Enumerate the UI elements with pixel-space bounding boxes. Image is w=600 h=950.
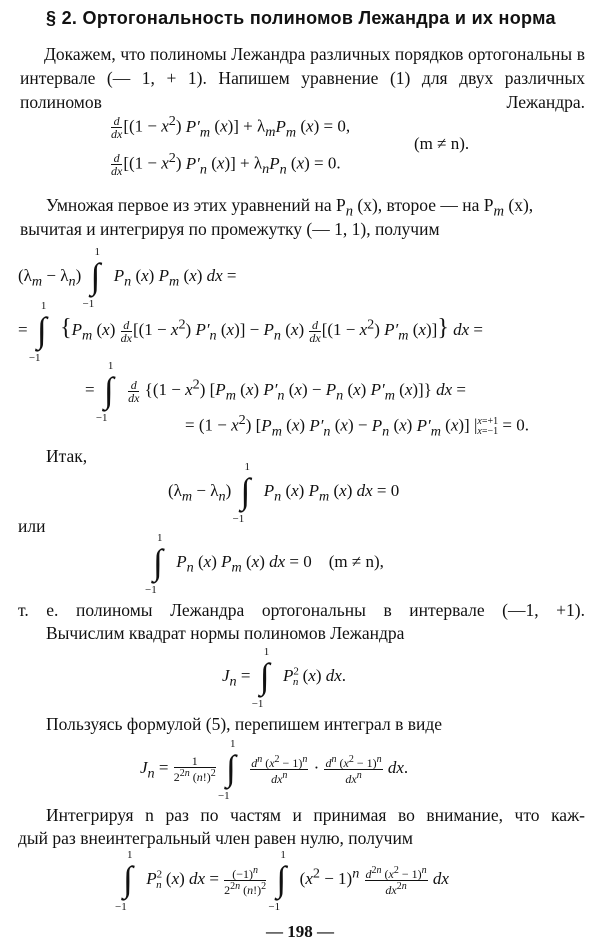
- norm-intro: Вычислим квадрат нормы полиномов Лежандра: [46, 623, 405, 643]
- orthogonality-equation: 1 ∫ −1 $P_n$ (x) $P_m$ (x) dx = 0 (m ≠ n),: [145, 532, 384, 596]
- formula-5-paragraph: Пользуясь формулой (5), перепишем интеграл в виде: [46, 714, 443, 734]
- legendre-equation-n: $\frac{d}{dx}$ [$(1 - x^2)$ $P'_n$ $(x)] + \lambda_nP_n$ (x) = 0.: [111, 150, 341, 179]
- condition-m-neq-n: (m ≠ n).: [414, 134, 470, 153]
- norm-rodrigues-equation: $J_n$ = $\frac{1}{2^{2n} (n!)^2}$ 1 ∫ −1 $\frac{d^n (x^2 - 1)^n}{dx^n}$ · $\frac{d^n (x^2 - 1)^n}{dx^n}$ dx.: [140, 738, 409, 802]
- eigen-difference-equation: $(\lambda_m - \lambda_n)$ 1 ∫ −1 $P_n$ (x) $P_m$ (x) dx = 0: [168, 461, 400, 525]
- intro-paragraph: Докажем, что полиномы Лежандра различных порядков ортогональны в интервале (— 1, + 1). Напишем уравнение (1) для двух различных полиномов Лежандра.: [20, 44, 585, 112]
- final-norm-equation: 1 ∫ −1 $P^2_n$ (x) dx = $\frac{(-1)^n}{2^{2n} (n!)^2}$ 1 ∫ −1 $(x^2 - 1)^n$ $\frac{d^{2n} (x^2 - 1)^n}{dx^{2n}}$ dx: [115, 849, 449, 913]
- derivation-line-4: = $(1 - x^2)$ [$P_m$ (x) $P'_n$ $(x) - P_n$ (x) $P'_m$ (x)] |x=+1 x=−1 = 0.: [185, 412, 529, 440]
- multiply-paragraph-line1: Умножая первое из этих уравнений на $P_n$ (x), второе — на $P_m$ (x),: [46, 195, 534, 220]
- orthogonal-conclusion: т. е. полиномы Лежандра ортогональны в интервале (—1, +1).: [18, 600, 585, 620]
- legendre-equation-m: $\frac{d}{dx}$ [$(1 - x^2)$ $P'_m$ $(x)] + \lambda_mP_m$ (x) = 0,: [111, 113, 351, 142]
- integration-by-parts-line1: Интегрируя n раз по частям и принимая во внимание, что каж-: [46, 805, 585, 825]
- itak-text: Итак,: [46, 446, 88, 466]
- derivation-line-1: $(\lambda_m - \lambda_n)$ 1 ∫ −1 $P_n$ (x) $P_m$ (x) dx =: [18, 246, 237, 310]
- derivation-line-3: = 1 ∫ −1 $\frac{d}{dx}$ {$(1 - x^2)$ [$P_m$ (x) $P'_n$ $(x) - P_n$ (x) $P'_m$ (x)]} dx =: [85, 360, 467, 424]
- integration-by-parts-line2: дый раз внеинтегральный член равен нулю, получим: [18, 828, 413, 848]
- page-number: — 198 —: [266, 922, 334, 941]
- derivation-line-2: = 1 ∫ −1 {$P_m$ (x) $\frac{d}{dx}$ [$(1 - x^2)$ $P'_n$ $(x)] - P_n$ (x) $\frac{d}{dx}$ [$(1 - x^2)$ $P'_m$ (x)]} dx =: [18, 300, 483, 364]
- ili-text: или: [18, 516, 46, 536]
- section-heading: § 2. Ортогональность полиномов Лежандра и их норма: [46, 8, 556, 28]
- norm-definition-equation: $J_n$ = 1 ∫ −1 $P^2_n$ (x) dx.: [222, 646, 347, 710]
- multiply-paragraph-line2: вычитая и интегрируя по промежутку (— 1, 1), получим: [20, 219, 440, 239]
